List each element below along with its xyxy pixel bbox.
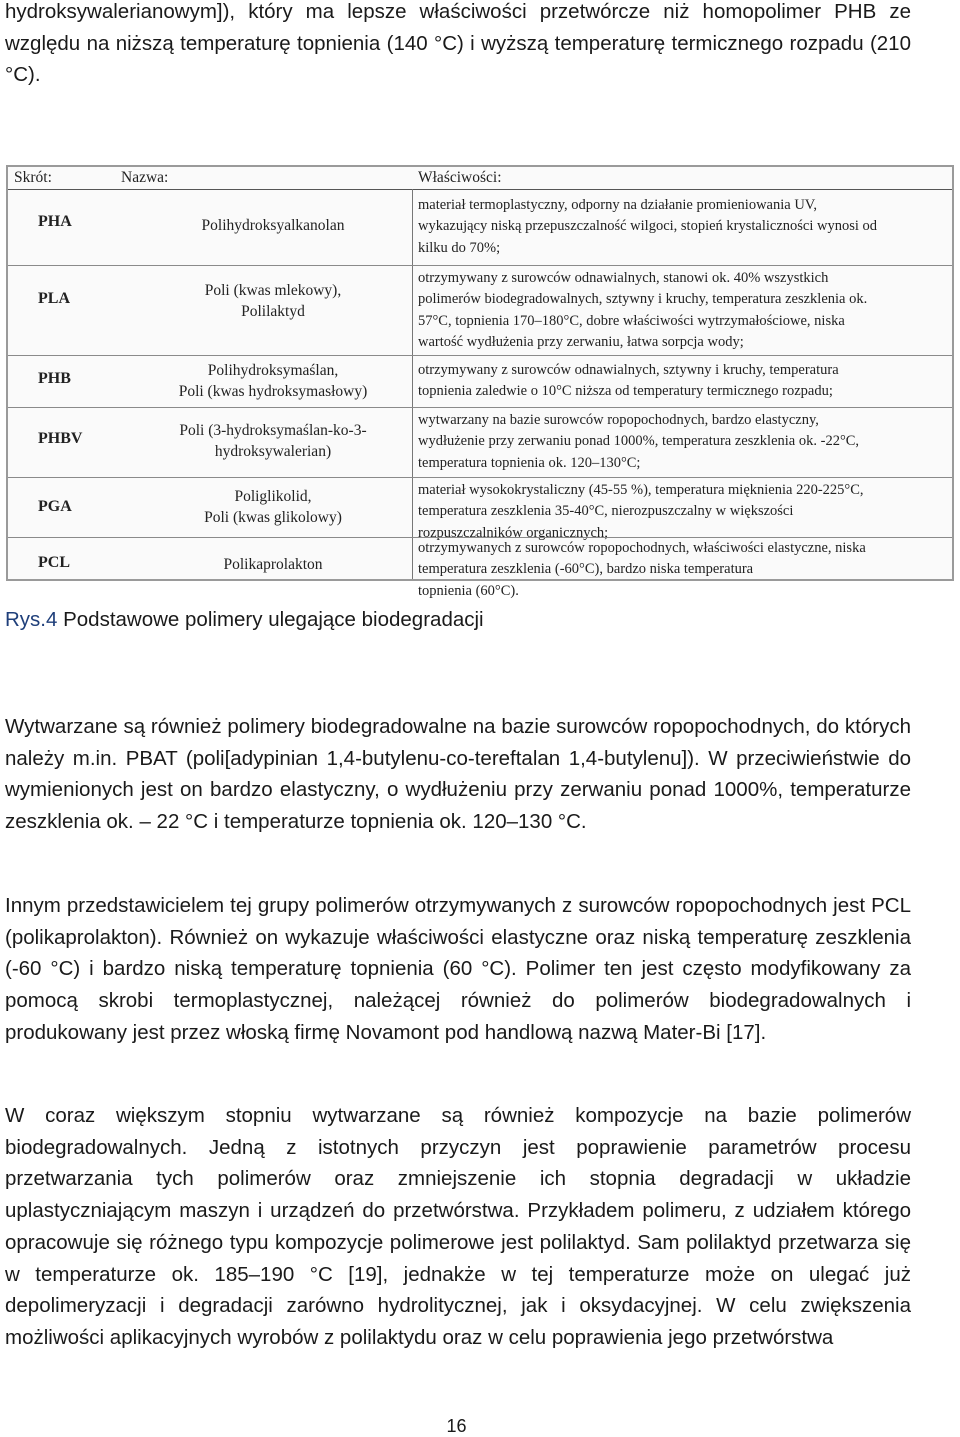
paragraph-4: W coraz większym stopniu wytwarzane są również kompozycje na bazie polimerów biodegradowalnych. Jedną z istotnych przyczyn jest poprawienie parametrów procesu przetwarzania tych polimerów oraz zmniejszenie ich stopnia degradacji w układzie uplastyczniającym maszyn i urządzeń do przetwórstwa. Przykładem polimeru, z udziałem którego opracowuje się różnego typu kompozycje polimerowe jest polilaktyd. Sam polilaktyd przetwarza się w temperaturze ok. 185–190 °C [19], jednakże w tej temperaturze może on ulegać już depolimeryzacji i degradacji zarówno hydrolitycznej, jak i oksydacyjnej. W celu zwiększenia możliwości aplikacyjnych wyrobów z polilaktydu oraz w celu poprawienia jego przetwórstwa [5, 1104, 911, 1349]
row-abbr: PGA [38, 498, 72, 515]
page-number: 16 [446, 1416, 467, 1436]
header-abbr: Skrót: [14, 169, 52, 186]
row-props: materiał wysokokrystaliczny (45-55 %), temperatura mięknienia 220-225°C, temperatura zeszklenia 35-40°C, nierozpuszczalny w większości rozpuszczalników organicznych; [418, 482, 864, 541]
row-abbr: PLA [38, 290, 70, 307]
figure-caption [5, 608, 484, 632]
row-name: Polihydroksyalkanolan [201, 217, 345, 234]
figure-body [8, 189, 952, 599]
row-abbr: PHA [38, 213, 72, 230]
row-props: otrzymywany z surowców odnawialnych, sztywny i kruchy, temperatura topnienia zaledwie o 10°C niższa od temperatury termicznego rozpadu; [418, 362, 839, 400]
figure-header-row [8, 167, 952, 190]
paragraph-1: hydroksywalerianowym]), który ma lepsze właściwości przetwórcze niż homopolimer PHB ze względu na niższą temperaturę topnienia (140 °C) i wyższą temperaturę termicznego rozpadu (210 °C). [5, 0, 911, 87]
figure-row [8, 477, 952, 541]
row-abbr: PHBV [38, 430, 83, 447]
figure-row [8, 355, 952, 408]
row-abbr: PHB [38, 370, 71, 387]
row-props: wytwarzany na bazie surowców ropopochodnych, bardzo elastyczny, wydłużenie przy zerwaniu ponad 1000%, temperatura zeszklenia ok. -22°C, temperatura topnienia ok. 120–130°C; [418, 412, 860, 471]
row-props: otrzymywany z surowców odnawialnych, stanowi ok. 40% wszystkich polimerów biodegradowalnych, sztywny i kruchy, temperatura zeszklenia ok. 57°C, topnienia 170–180°C, dobre właściwości wytrzymałościowe, niska wartość wydłużenia przy zerwaniu, łatwa sorpcja wody; [418, 270, 868, 350]
row-name: Poliglikolid, Poli (kwas glikolowy) [204, 488, 342, 526]
header-props: Właściwości: [418, 169, 502, 186]
row-name: Poli (3-hydroksymaślan-ko-3- hydroksywalerian) [179, 422, 367, 460]
row-name: Polihydroksymaślan, Poli (kwas hydroksymasłowy) [178, 362, 368, 400]
paragraph-3: Innym przedstawicielem tej grupy polimerów otrzymywanych z surowców ropopochodnych jest PCL (polikaprolakton). Również on wykazuje właściwości elastyczne oraz niską temperaturę zeszklenia (-60 °C) i bardzo niską temperaturę topnienia (60 °C). Polimer ten jest często modyfikowany za pomocą skrobi termoplastycznej, należącej również do polimerów biodegradowalnych i produkowany jest przez włoską firmę Novamont pod handlową nazwą Mater-Bi [17]. [5, 894, 911, 1044]
figure-row [8, 189, 952, 265]
row-props: materiał termoplastyczny, odporny na działanie promieniowania UV, wykazujący niską przepuszczalność wilgoci, stopień krystaliczności wynosi od kilku do 70%; [418, 197, 878, 256]
row-name: Polikaprolakton [223, 556, 323, 573]
figure-row [8, 407, 952, 478]
caption-label: Rys.4 [5, 608, 58, 631]
paragraph-2: Wytwarzane są również polimery biodegradowalne na bazie surowców ropopochodnych, do których należy m.in. PBAT (poli[adypinian 1,4-butylenu-co-tereftalan 1,4-butylenu]). W przeciwieństwie do wymienionych jest on bardzo elastyczny, o wydłużeniu przy zerwaniu ponad 1000%, temperaturze zeszklenia ok. – 22 °C i temperaturze topnienia ok. 120–130 °C. [5, 715, 911, 834]
figure-row [8, 537, 952, 599]
caption-text: Podstawowe polimery ulegające biodegradacji [57, 608, 484, 631]
figure-polymer-table [6, 165, 954, 599]
header-name: Nazwa: [121, 169, 169, 186]
row-name: Poli (kwas mlekowy), Polilaktyd [204, 282, 342, 320]
row-props: otrzymywanych z surowców ropopochodnych, właściwości elastyczne, niska temperatura zeszklenia (-60°C), bardzo niska temperatura topnienia (60°C). [418, 540, 866, 599]
row-abbr: PCL [38, 554, 70, 571]
figure-row [8, 265, 952, 356]
